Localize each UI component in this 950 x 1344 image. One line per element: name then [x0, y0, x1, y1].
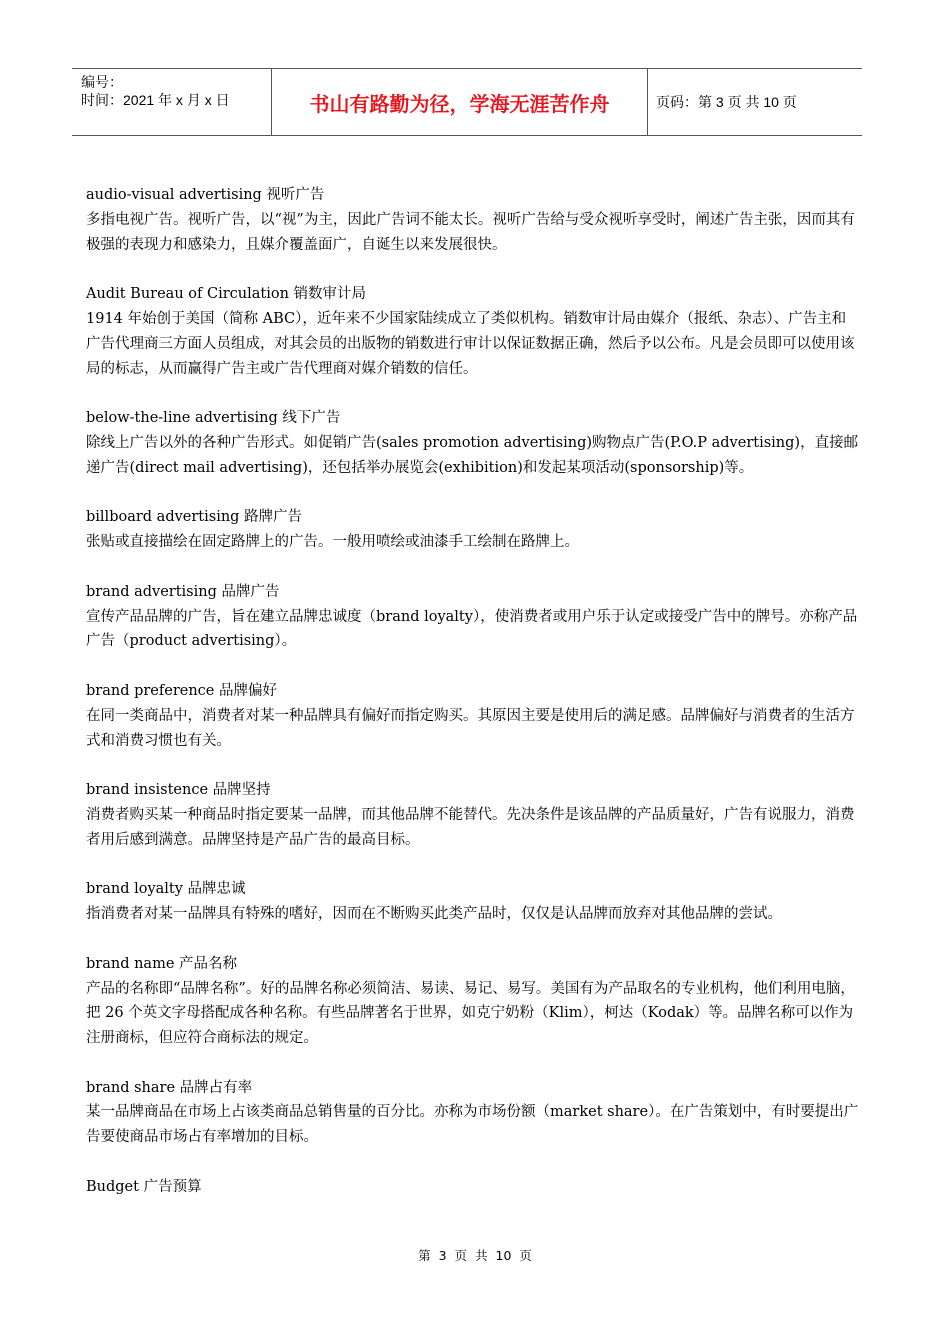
- glossary-entry: [86, 183, 860, 257]
- footer-word: 页: [454, 1248, 468, 1263]
- entry-term: brand share 品牌占有率: [86, 1079, 253, 1096]
- entry-term: brand preference 品牌偏好: [86, 682, 277, 699]
- entry-definition: 1914 年始创于美国（简称 ABC），近年来不少国家陆续成立了类似机构。销数审计局由媒介（报纸、杂志）、广告主和广告代理商三方面人员组成，对其会员的出版物的销数进行审计以保证数据正确，然后予以公布。凡是会员即可以使用该局的标志，从而赢得广告主或广告代理商对媒介销数的信任。: [86, 310, 855, 377]
- entry-definition: 指消费者对某一品牌具有特殊的嗜好，因而在不断购买此类产品时，仅仅是认品牌而放弃对其他品牌的尝试。: [86, 906, 782, 923]
- footer-total-pages: 10: [495, 1248, 512, 1263]
- document-number-label: 编号：: [81, 74, 123, 90]
- glossary-entry: [86, 505, 860, 555]
- footer-word: 第: [418, 1248, 431, 1263]
- entry-term: brand insistence 品牌坚持: [86, 782, 271, 799]
- entry-term: billboard advertising 路牌广告: [86, 509, 303, 526]
- glossary-content: [86, 183, 860, 1224]
- entry-term: below-the-line advertising 线下广告: [86, 410, 341, 427]
- entry-definition: 某一品牌商品在市场上占该类商品总销售量的百分比。亦称为市场份额（market share）。在广告策划中，有时要提出广告要使商品市场占有率增加的目标。: [86, 1104, 859, 1146]
- glossary-entry: [86, 580, 860, 654]
- glossary-entry: [86, 1175, 860, 1200]
- document-time-label: 时间：2021 年 x 月 x 日: [81, 92, 230, 108]
- glossary-entry: [86, 952, 860, 1051]
- entry-definition: 宣传产品品牌的广告，旨在建立品牌忠诚度（brand loyalty），使消费者或用户乐于认定或接受广告中的牌号。亦称产品广告（product advertising）。: [86, 608, 858, 650]
- glossary-entry: [86, 406, 860, 480]
- entry-definition: 除线上广告以外的各种广告形式。如促销广告(sales promotion advertising)购物点广告(P.O.P advertising)，直接邮递广告(direct mail advertising)，还包括举办展览会(exhibition)和发起某项活动(sponsorship)等。: [86, 434, 859, 476]
- entry-term: brand advertising 品牌广告: [86, 583, 280, 600]
- header-meta: [72, 69, 272, 135]
- entry-term: audio-visual advertising 视听广告: [86, 187, 325, 203]
- entry-definition: 产品的名称即“品牌名称”。好的品牌名称必须简洁、易读、易记、易写。美国有为产品取名的专业机构，他们利用电脑，把 26 个英文字母搭配成各种名称。有些品牌著名于世界，如克宁奶粉（Klim），柯达（Kodak）等。品牌名称可以作为注册商标，但应符合商标法的规定。: [86, 980, 855, 1047]
- entry-definition: 张贴或直接描绘在固定路牌上的广告。一般用喷绘或油漆手工绘制在路牌上。: [86, 534, 579, 551]
- entry-term: Budget 广告预算: [86, 1178, 202, 1195]
- glossary-entry: [86, 679, 860, 753]
- glossary-entry: [86, 778, 860, 852]
- footer-page-number: 3: [438, 1248, 447, 1263]
- footer-word: 页: [519, 1248, 532, 1263]
- entry-definition: 消费者购买某一种商品时指定要某一品牌，而其他品牌不能替代。先决条件是该品牌的产品质量好，广告有说服力，消费者用后感到满意。品牌坚持是产品广告的最高目标。: [86, 806, 855, 848]
- entry-term: brand name 产品名称: [86, 955, 238, 972]
- entry-definition: 在同一类商品中，消费者对某一种品牌具有偏好而指定购买。其原因主要是使用后的满足感。品牌偏好与消费者的生活方式和消费习惯也有关。: [86, 707, 855, 749]
- footer-word: 共: [475, 1248, 488, 1263]
- header-motto: 书山有路勤为径，学海无涯苦作舟: [272, 69, 648, 135]
- entry-term: Audit Bureau of Circulation 销数审计局: [86, 286, 367, 303]
- glossary-entry: [86, 282, 860, 381]
- page-header: [72, 68, 862, 136]
- entry-term: brand loyalty 品牌忠诚: [86, 881, 246, 898]
- glossary-entry: [86, 1076, 860, 1150]
- glossary-entry: [86, 877, 860, 927]
- page-footer: [0, 1246, 950, 1264]
- entry-definition: 多指电视广告。视听广告，以“视”为主，因此广告词不能太长。视听广告给与受众视听享受时，阐述广告主张，因而其有极强的表现力和感染力，且媒介覆盖面广，自诞生以来发展很快。: [86, 211, 855, 253]
- header-page-label: 页码：第 3 页 共 10 页: [656, 94, 797, 110]
